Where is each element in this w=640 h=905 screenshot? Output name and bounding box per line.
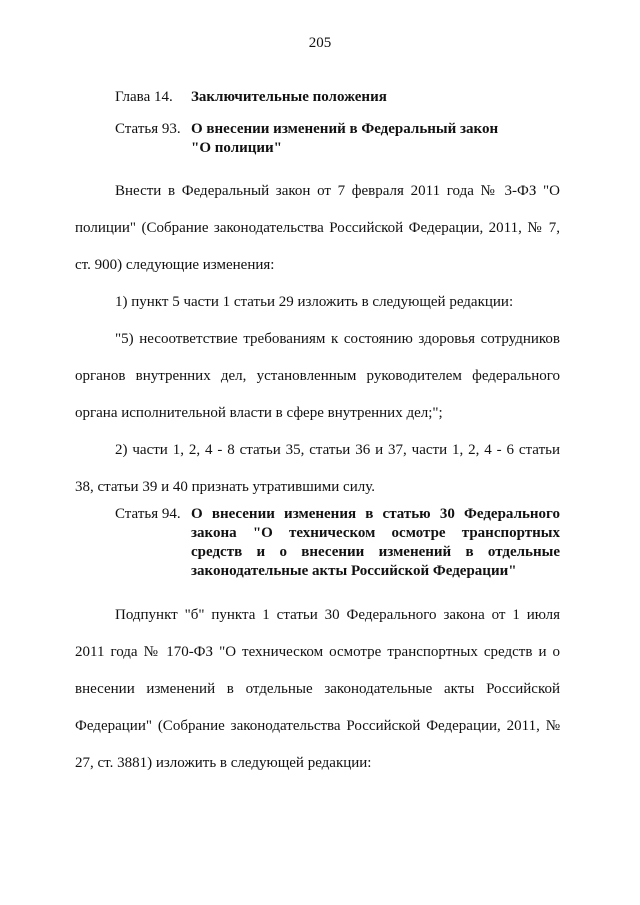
article-93-label: Статья 93. (115, 121, 181, 137)
quote-line-2: органов внутренних дел, установленным руководителем федерального (75, 368, 560, 384)
a94-line-3: внесении изменений в отдельные законодательные акты Российской (75, 681, 560, 697)
intro-line-2: "О полиции" (Собрание законодательства Российской Федерации, 2011, (75, 183, 560, 236)
chapter-title: Заключительные положения (191, 89, 387, 105)
article-93-quote (75, 321, 560, 432)
item-2-line-1: 2) части 1, 2, 4 - 8 статьи 35, статьи 36 и 37, части 1, 2, 4 - 6 статьи 38, (75, 442, 560, 495)
a94-line-1: Подпункт "б" пункта 1 статьи 30 Федерального закона от 1 июля (115, 607, 560, 623)
article-94-body (75, 597, 560, 782)
a94-line-4: Федерации" (Собрание законодательства Российской Федерации, 2011, (75, 718, 540, 734)
intro-line-1: Внести в Федеральный закон от 7 февраля 2011 года № 3-ФЗ (115, 183, 537, 199)
quote-line-3: органа исполнительной власти в сфере внутренних дел;"; (75, 405, 443, 421)
article-93-title-line2: "О полиции" (191, 140, 283, 156)
a94-line-2: 2011 года № 170-ФЗ "О техническом осмотре транспортных средств и о (75, 644, 560, 660)
article-93-title-line1: О внесении изменений в Федеральный закон (191, 121, 499, 137)
article-93-title (191, 120, 560, 158)
article-93-heading (115, 120, 560, 158)
article-94-heading (115, 505, 560, 581)
article-93-item-1: 1) пункт 5 части 1 статьи 29 изложить в следующей редакции: (115, 294, 514, 310)
article-94-title: О внесении изменения в статью 30 Федерального закона "О техническом осмотре транспортных средств и о внесении изменений в отдельные законодательные акты Российской Федерации" (191, 506, 560, 579)
page-number: 205 (308, 35, 332, 51)
article-93-intro (75, 173, 560, 284)
intro-line-3: № 7, ст. 900) следующие изменения: (75, 220, 561, 273)
article-94-paragraph (75, 597, 560, 782)
quote-line-1: "5) несоответствие требованиям к состоянию здоровья сотрудников (115, 331, 560, 347)
article-93-item-2 (75, 432, 560, 506)
chapter-label: Глава 14. (115, 89, 173, 105)
a94-line-5: № 27, ст. 3881) изложить в следующей редакции: (75, 718, 561, 771)
chapter-heading (115, 87, 387, 107)
article-94-label: Статья 94. (115, 506, 181, 522)
item-2-line-2: статьи 39 и 40 признать утратившими силу. (97, 479, 375, 495)
article-93-body (75, 173, 560, 506)
